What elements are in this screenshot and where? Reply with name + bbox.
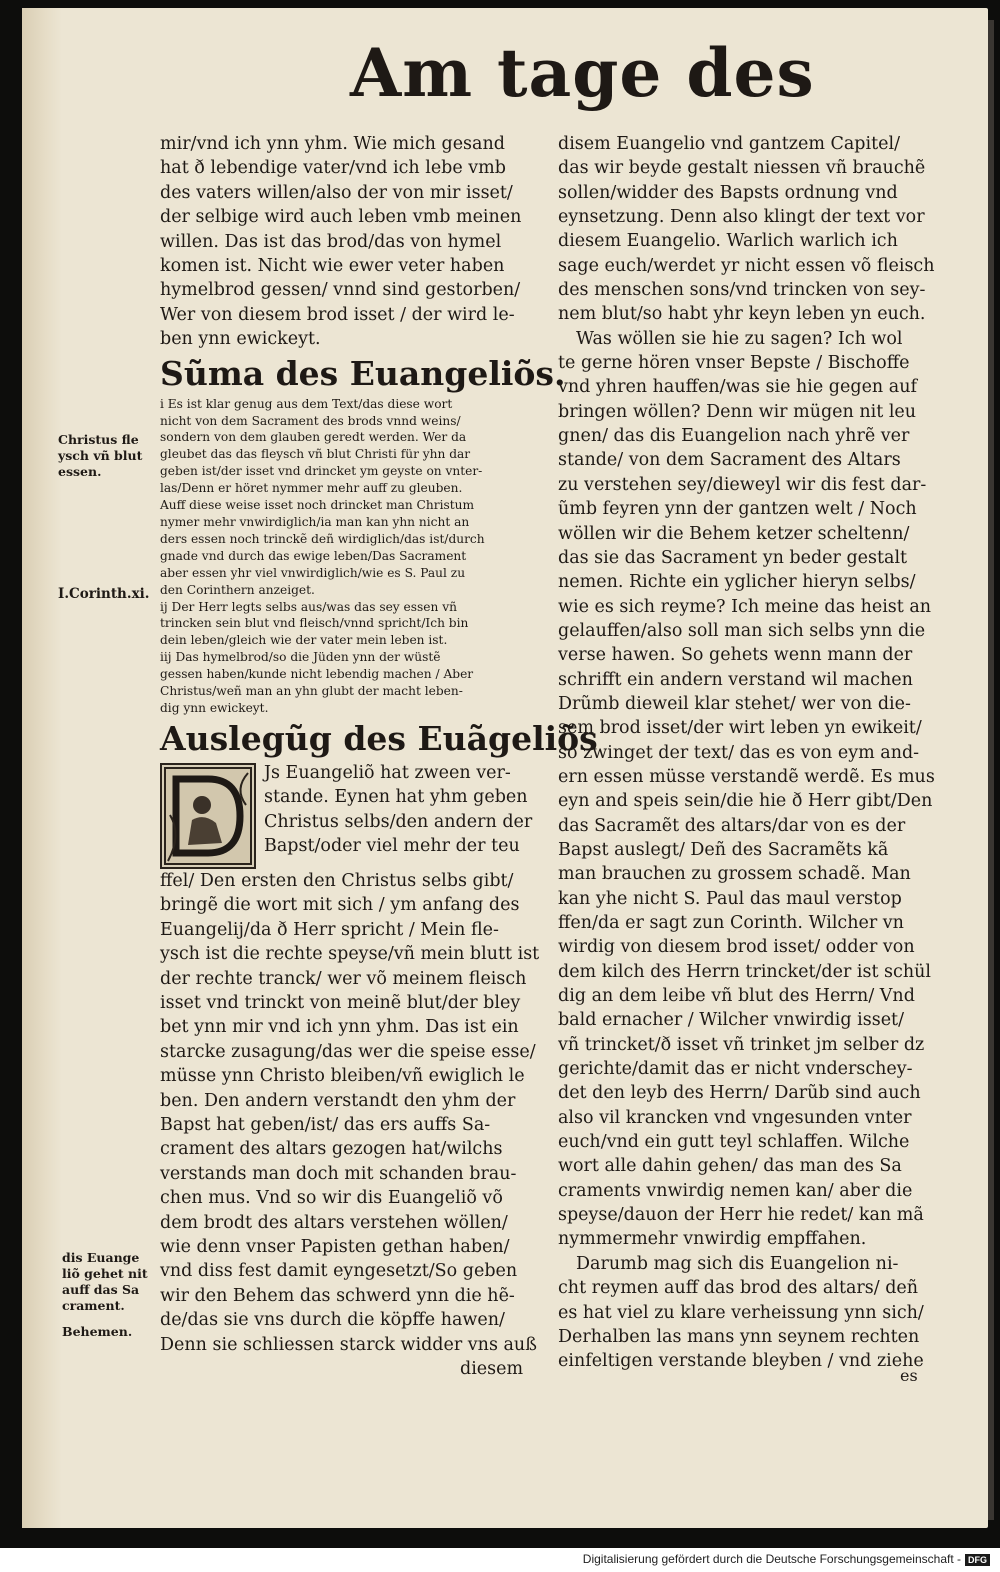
- summa-line: gessen haben/kunde nicht lebendig machen / Aber: [160, 667, 474, 682]
- text-line: hat ð lebendige vater/vnd ich lebe vmb: [160, 158, 506, 179]
- text-line: stande. Eynen hat yhm geben: [264, 787, 528, 808]
- summa-line: dein leben/gleich wie der vater mein leben ist.: [160, 633, 448, 648]
- text-line: gelauffen/also soll man sich selbs ynn die: [558, 620, 926, 641]
- text-line: Bapst hat geben/ist/ das ers auffs Sa-: [160, 1114, 491, 1135]
- summa-line: aber essen yhr viel vnwirdiglich/wie es S. Paul zu: [160, 565, 466, 580]
- right-column: [558, 132, 933, 1374]
- text-line: diesem: [460, 1359, 524, 1379]
- margin-note-line: I.Corinth.xi.: [58, 586, 150, 602]
- text-line: ben. Den andern verstandt den yhm der: [160, 1090, 516, 1111]
- catchword: es: [900, 1366, 918, 1385]
- text-line: schrifft ein andern verstand wil machen: [558, 669, 913, 690]
- text-line: Christus selbs/den andern der: [264, 811, 533, 832]
- margin-note-line: Christus fle: [58, 432, 139, 447]
- text-line: ysch ist die rechte speyse/vñ mein blutt ist: [160, 944, 540, 965]
- text-line: nymmermehr vnwirdig empffahen.: [558, 1229, 867, 1250]
- text-line: kan yhe nicht S. Paul das maul verstop: [558, 888, 902, 909]
- summa-line: las/Denn er höret nymmer mehr auff zu gleuben.: [160, 481, 463, 496]
- summa-line: dig ynn ewickeyt.: [160, 700, 269, 715]
- text-line: vñ trincket/ð isset vñ trinket jm selber dz: [558, 1034, 925, 1055]
- text-line: Js Euangeliõ hat zween ver-: [264, 762, 511, 783]
- digitization-credit: [583, 1552, 990, 1566]
- text-line: eynsetzung. Denn also klingt der text vor: [558, 207, 925, 228]
- text-line: wort alle dahin gehen/ das man des Sa: [558, 1156, 902, 1177]
- page-gutter: [22, 8, 62, 1528]
- summa-line: iij Das hymelbrod/so die Jüden ynn der wüstẽ: [160, 650, 441, 665]
- text-line: dig an dem leibe vñ blut des Herrn/ Vnd: [558, 986, 915, 1007]
- text-line: man brauchen zu grossem schadẽ. Man: [558, 864, 911, 885]
- text-line: hymelbrod gessen/ vnnd sind gestorben/: [160, 280, 521, 301]
- text-line: gerichte/damit das er nicht vnderschey-: [558, 1059, 913, 1080]
- auslegung-text: [160, 761, 540, 1382]
- text-line: dem kilch des Herrn trincket/der ist schül: [558, 961, 931, 982]
- text-line: de/das sie vns durch die köpffe hawen/: [160, 1310, 505, 1331]
- summa-heading: Sũma des Euangeliõs.: [160, 353, 566, 393]
- margin-note-line: crament.: [62, 1298, 125, 1313]
- text-line: bet ynn mir vnd ich ynn yhm. Das ist ein: [160, 1017, 519, 1038]
- summa-line: Auff diese weise isset noch drincket man Christum: [160, 498, 475, 513]
- page-edge: [988, 20, 994, 1520]
- text-line: bringen wöllen? Denn wir mügen nit leu: [558, 401, 917, 422]
- text-line: Bapst auslegt/ Deñ des Sacramẽts kã: [558, 839, 889, 860]
- text-line: das Sacramẽt des altars/dar von es der: [558, 815, 906, 836]
- margin-note-behemen: [62, 1324, 132, 1340]
- dfg-logo-icon: DFG: [965, 1554, 990, 1566]
- text-line: vnd diss fest damit eyngesetzt/So geben: [160, 1261, 518, 1282]
- text-line: nemen. Richte ein yglicher hieryn selbs/: [558, 572, 916, 593]
- summa-line: gleubet das das fleysch vñ blut Christi für yhn dar: [160, 447, 471, 462]
- text-line: Darumb mag sich dis Euangelion ni-: [576, 1253, 899, 1274]
- text-line: disem Euangelio vnd gantzem Capitel/: [558, 134, 900, 154]
- text-line: gnen/ das dis Euangelion nach yhrẽ ver: [558, 426, 910, 447]
- text-line: starcke zusagung/das wer die speise esse/: [160, 1041, 536, 1062]
- text-line: müsse ynn Christo bleiben/vñ ewiglich le: [160, 1066, 525, 1087]
- text-line: det den leyb des Herrn/ Darũb sind auch: [558, 1083, 921, 1104]
- auslegung-heading: Auslegũg des Euãgeliõs: [160, 718, 598, 758]
- text-line: einfeltigen verstande bleyben / vnd ziehe: [558, 1351, 924, 1372]
- text-line: komen ist. Nicht wie ewer veter haben: [160, 256, 505, 277]
- text-line: Derhalben las mans ynn seynem rechten: [558, 1326, 920, 1347]
- text-line: dem brodt des altars verstehen wöllen/: [160, 1212, 508, 1233]
- summa-line: i Es ist klar genug aus dem Text/das diese wort: [160, 396, 453, 411]
- text-line: eyn and speis sein/die hie ð Herr gibt/Den: [558, 791, 933, 812]
- summa-text: [160, 396, 535, 717]
- summa-line: Christus/weñ man an yhn glubt der macht leben-: [160, 684, 463, 699]
- decorated-initial-d-icon: [160, 763, 256, 869]
- text-line: des vaters willen/also der von mir isset/: [160, 182, 513, 203]
- text-line: des menschen sons/vnd trincken von sey-: [558, 280, 926, 301]
- text-line: speyse/dauon der Herr hie redet/ kan mã: [558, 1205, 924, 1226]
- text-line: isset vnd trinckt von meinẽ blut/der bley: [160, 992, 521, 1013]
- summa-line: trincken sein blut vnd fleisch/vnnd spricht/Ich bin: [160, 616, 469, 631]
- text-line: cht reymen auff das brod des altars/ deñ: [558, 1278, 919, 1299]
- text-line: Euangelij/da ð Herr spricht / Mein fle-: [160, 919, 499, 940]
- text-line: craments vnwirdig nemen kan/ aber die: [558, 1180, 913, 1201]
- text-line: sage euch/werdet yr nicht essen võ fleisch: [558, 255, 935, 276]
- margin-note-line: auff das Sa: [62, 1282, 140, 1297]
- text-line: Drũmb dieweil klar stehet/ wer von die-: [558, 693, 911, 714]
- text-line: sollen/widder des Bapsts ordnung vnd: [558, 182, 898, 203]
- text-line: mir/vnd ich ynn yhm. Wie mich gesand: [160, 134, 505, 154]
- text-line: chen mus. Vnd so wir dis Euangeliõ võ: [160, 1188, 503, 1209]
- summa-line: sondern von dem glauben geredt werden. Wer da: [160, 430, 467, 445]
- summa-line: nicht von dem Sacrament des brods vnnd weins/: [160, 413, 461, 428]
- summa-line: geben ist/der isset vnd drincket ym geyste on vnter-: [160, 464, 483, 479]
- margin-note-line: dis Euange: [62, 1250, 140, 1265]
- text-line: verse hawen. So gehets wenn mann der: [558, 645, 913, 666]
- text-line: so zwinget der text/ das es von eym and-: [558, 742, 920, 763]
- margin-note-corinth: [58, 586, 149, 602]
- text-line: verstands man doch mit schanden brau-: [160, 1163, 517, 1184]
- text-line: ern essen müsse verstandẽ werdẽ. Es mus: [558, 766, 935, 787]
- margin-note-christus: [58, 432, 142, 480]
- running-header: Am tage des: [350, 34, 815, 112]
- text-line: Wer von diesem brod isset / der wird le-: [160, 304, 515, 325]
- text-line: der rechte tranck/ wer võ meinem fleisch: [160, 968, 527, 989]
- text-line: ffen/da er sagt zun Corinth. Wilcher vn: [558, 913, 904, 933]
- text-line: Was wöllen sie hie zu sagen? Ich wol: [576, 328, 903, 349]
- text-line: wie denn vnser Papisten gethan haben/: [160, 1236, 510, 1257]
- summa-line: den Corinthern anzeiget.: [160, 582, 315, 597]
- text-line: ben ynn ewickeyt.: [160, 329, 321, 350]
- summa-line: gnade vnd durch das ewige leben/Das Sacrament: [160, 548, 467, 563]
- text-line: ffel/ Den ersten den Christus selbs gibt/: [160, 870, 514, 891]
- text-line: wöllen wir die Behem ketzer scheltenn/: [558, 523, 910, 544]
- text-line: crament des altars gezogen hat/wilchs: [160, 1139, 503, 1160]
- text-line: also vil krancken vnd vngesunden vnter: [558, 1107, 912, 1128]
- text-line: stande/ von dem Sacrament des Altars: [558, 450, 901, 471]
- text-line: willen. Das ist das brod/das von hymel: [160, 231, 502, 252]
- text-line: wirdig von diesem brod isset/ odder von: [558, 937, 915, 958]
- text-line: nem blut/so habt yhr keyn leben yn euch.: [558, 304, 926, 325]
- margin-note-euangelio: [62, 1250, 148, 1314]
- left-column: [160, 132, 598, 1381]
- margin-note-line: liõ gehet nit: [62, 1266, 148, 1281]
- credit-text: Digitalisierung gefördert durch die Deutsche Forschungsgemeinschaft -: [582, 1552, 961, 1566]
- text-line: zu verstehen sey/dieweyl wir dis fest dar-: [558, 474, 927, 495]
- text-line: Denn sie schliessen starck widder vns auß: [160, 1334, 537, 1355]
- text-line: te gerne hören vnser Bepste / Bischoffe: [558, 353, 910, 374]
- margin-note-line: essen.: [58, 464, 102, 479]
- text-line: wir den Behem das schwerd ynn die hẽ-: [160, 1285, 515, 1306]
- text-line: wie es sich reyme? Ich meine das heist an: [558, 596, 932, 617]
- text-line: sem brod isset/der wirt leben yn ewikeit/: [558, 718, 922, 739]
- text-line: bald ernacher / Wilcher vnwirdig isset/: [558, 1010, 904, 1031]
- left-top-text: [160, 132, 535, 352]
- text-line: ũmb feyren ynn der gantzen welt / Noch: [558, 499, 917, 520]
- margin-note-line: Behemen.: [62, 1324, 133, 1339]
- text-line: euch/vnd ein gutt teyl schlaffen. Wilche: [558, 1132, 910, 1153]
- text-line: das sie das Sacrament yn beder gestalt: [558, 547, 908, 568]
- summa-line: nymer mehr vnwirdiglich/ia man kan yhn nicht an: [160, 515, 470, 529]
- summa-line: ders essen noch trinckẽ deñ wirdiglich/das ist/durch: [160, 531, 485, 546]
- summa-line: ij Der Herr legts selbs aus/was das sey essen vñ: [160, 599, 457, 614]
- margin-note-line: ysch vñ blut: [58, 448, 143, 463]
- text-line: vnd yhren hauffen/was sie hie gegen auf: [558, 377, 917, 398]
- text-line: bringẽ die wort mit sich / ym anfang des: [160, 895, 520, 916]
- text-line: diesem Euangelio. Warlich warlich ich: [558, 231, 898, 252]
- text-line: Bapst/oder viel mehr der teu: [264, 836, 520, 857]
- text-line: der selbige wird auch leben vmb meinen: [160, 207, 522, 228]
- text-line: es hat viel zu klare verheissung ynn sich/: [558, 1302, 924, 1323]
- text-line: das wir beyde gestalt niessen vñ brauchẽ: [558, 158, 926, 179]
